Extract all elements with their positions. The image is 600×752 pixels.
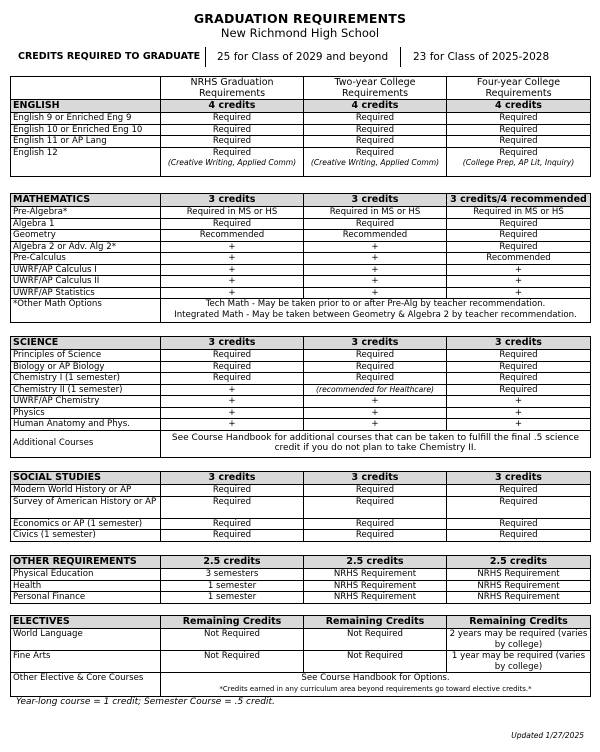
requirement-cell: Required [304,373,447,385]
requirement-cell: Required [447,518,591,530]
requirement-cell: (recommended for Healthcare) [304,384,447,396]
divider [205,47,206,67]
science-table [10,336,591,458]
credits-cell: 4 credits [304,100,447,113]
requirement-cell: + [304,287,447,299]
requirement-cell: Required [161,113,304,125]
requirement-cell: Required [447,136,591,148]
course-name: Pre-Calculus [11,253,161,265]
divider [400,47,401,67]
requirement-cell: + [447,276,591,288]
requirement-cell: NRHS Requirement [304,580,447,592]
section-title: ENGLISH [11,100,161,113]
course-name: Modern World History or AP [11,485,161,497]
requirement-cell: Required [304,113,447,125]
blank-header-cell [11,77,161,100]
english-section-header [11,100,591,113]
requirement-cell: Required [447,485,591,497]
requirement-cell: Required [304,485,447,497]
requirement-cell: + [304,253,447,265]
requirement-cell: + [447,419,591,431]
requirement-cell: + [161,241,304,253]
requirement-cell: NRHS Requirement [447,592,591,604]
course-name: Fine Arts [11,651,161,673]
requirement-cell: + [161,253,304,265]
requirement-cell: + [161,276,304,288]
requirement-cell: Required [161,530,304,542]
course-name: Additional Courses [11,430,161,457]
requirement-cell: + [161,419,304,431]
course-name: Biology or AP Biology [11,361,161,373]
course-name: Algebra 2 or Adv. Alg 2* [11,241,161,253]
course-name: English 11 or AP Lang [11,136,161,148]
table-row [11,276,591,288]
requirement-cell: Required [161,485,304,497]
table-row [11,253,591,265]
course-name: Pre-Algebra* [11,207,161,219]
table-row [11,651,591,673]
requirement-cell [447,147,591,176]
table-row [11,124,591,136]
requirement-cell: + [304,276,447,288]
table-row [11,569,591,581]
course-name: UWRF/AP Calculus II [11,276,161,288]
requirement-value: Required [499,147,538,158]
requirement-cell: Required [304,361,447,373]
requirement-cell: Required [161,496,304,518]
table-row [11,287,591,299]
course-name: Economics or AP (1 semester) [11,518,161,530]
course-name: World Language [11,629,161,651]
requirement-cell: NRHS Requirement [447,580,591,592]
english-table [10,76,591,177]
requirement-cell: + [447,396,591,408]
course-name: Human Anatomy and Phys. [11,419,161,431]
column-header-row [11,77,591,100]
requirement-cell: + [161,287,304,299]
credits-required-label: CREDITS REQUIRED TO GRADUATE [18,51,201,62]
section-title: ELECTIVES [11,616,161,629]
course-name: UWRF/AP Statistics [11,287,161,299]
electives-table [10,615,591,697]
other-electives-text [161,673,591,697]
course-name: Chemistry II (1 semester) [11,384,161,396]
course-options-note: (College Prep, AP Lit, Inquiry) [462,158,575,167]
table-row [11,147,591,176]
requirement-cell: Required [161,124,304,136]
credits-required-bar [10,45,590,69]
table-row [11,518,591,530]
requirement-cell: NRHS Requirement [304,569,447,581]
requirement-cell: Required in MS or HS [304,207,447,219]
section-title: SCIENCE [11,337,161,350]
requirement-cell [161,147,304,176]
social-studies-section-header [11,472,591,485]
section-title: OTHER REQUIREMENTS [11,556,161,569]
requirement-cell: Required [447,350,591,362]
integrated-math-note: Integrated Math - May be taken between Geometry & Algebra 2 by teacher recommendation. [174,309,577,320]
credits-cell: 2.5 credits [447,556,591,569]
social-studies-table [10,471,591,542]
requirement-cell: 1 semester [161,580,304,592]
requirement-cell: Recommended [161,230,304,242]
table-row [11,264,591,276]
credits-cell: 3 credits [161,472,304,485]
requirement-cell: Not Required [161,651,304,673]
requirement-cell: Required [447,373,591,385]
requirement-cell: Required [447,124,591,136]
requirement-cell: Required [447,113,591,125]
course-name: Geometry [11,230,161,242]
requirement-cell: + [161,407,304,419]
requirement-cell: + [161,396,304,408]
requirement-cell: + [161,384,304,396]
course-name: English 12 [11,147,161,176]
requirement-cell: + [161,264,304,276]
credits-class-2025: 23 for Class of 2025-2028 [413,51,550,63]
credits-cell: 3 credits [161,194,304,207]
course-name: Other Elective & Core Courses [11,673,161,697]
requirement-cell: Required in MS or HS [161,207,304,219]
course-name: English 9 or Enriched Eng 9 [11,113,161,125]
other-requirements-section-header [11,556,591,569]
page-title: GRADUATION REQUIREMENTS [193,11,407,26]
requirement-cell: Not Required [161,629,304,651]
course-handbook-note: See Course Handbook for Options. [301,673,450,683]
table-row [11,592,591,604]
requirement-cell: + [304,264,447,276]
credits-cell: 3 credits [304,194,447,207]
requirement-cell: 1 year may be required (varies by college) [447,651,591,673]
requirement-cell: Required [161,350,304,362]
requirement-cell: Required [304,136,447,148]
course-options-note: (Creative Writing, Applied Comm) [167,158,297,167]
tech-math-note: Tech Math - May be taken prior to or after Pre-Alg by teacher recommendation. [205,299,546,309]
course-name: UWRF/AP Chemistry [11,396,161,408]
requirement-cell: Required [447,361,591,373]
requirement-cell: Required [447,496,591,518]
course-name: Physics [11,407,161,419]
table-row [11,485,591,497]
requirement-cell: Required [161,218,304,230]
col-header-two-year: Two-year College Requirements [304,77,447,100]
requirement-cell: NRHS Requirement [304,592,447,604]
requirement-cell: 1 semester [161,592,304,604]
requirement-cell: Recommended [304,230,447,242]
updated-date: Updated 1/27/2025 [511,731,584,740]
requirement-cell: Required [161,136,304,148]
math-section-header [11,194,591,207]
course-name: Health [11,580,161,592]
credits-cell: 3 credits/4 recommended [447,194,591,207]
credits-cell: 3 credits [447,472,591,485]
requirement-cell: + [447,407,591,419]
table-row [11,241,591,253]
credits-cell: 3 credits [447,337,591,350]
credits-cell: 4 credits [447,100,591,113]
section-title: SOCIAL STUDIES [11,472,161,485]
requirement-cell: Required [304,350,447,362]
col-header-four-year: Four-year College Requirements [447,77,591,100]
course-name: English 10 or Enriched Eng 10 [11,124,161,136]
credit-footnote: Year-long course = 1 credit; Semester Course = .5 credit. [16,697,275,707]
requirement-cell: + [304,396,447,408]
requirement-cell: Recommended [447,253,591,265]
credits-class-2029: 25 for Class of 2029 and beyond [217,51,389,63]
requirement-cell: Required in MS or HS [447,207,591,219]
requirement-cell: Required [304,530,447,542]
table-row [11,530,591,542]
course-name: Chemistry I (1 semester) [11,373,161,385]
credits-cell: 3 credits [304,337,447,350]
course-name: UWRF/AP Calculus I [11,264,161,276]
requirement-cell: Required [447,530,591,542]
course-name: Physical Education [11,569,161,581]
requirement-cell: Required [447,218,591,230]
requirement-cell: Required [161,361,304,373]
requirement-value: Required [355,147,395,158]
course-name: Algebra 1 [11,218,161,230]
math-table [10,193,591,323]
requirement-cell: + [447,264,591,276]
elective-credits-note: *Credits earned in any curriculum area beyond requirements go toward elective credits.* [219,684,532,693]
course-name: Principles of Science [11,350,161,362]
requirement-cell: + [304,407,447,419]
table-row [11,230,591,242]
course-name: Personal Finance [11,592,161,604]
school-name: New Richmond High School [220,26,380,40]
requirement-cell: Required [304,124,447,136]
table-row [11,373,591,385]
requirement-cell: + [304,419,447,431]
table-row [11,218,591,230]
table-row [11,136,591,148]
credits-cell: Remaining Credits [304,616,447,629]
section-title: MATHEMATICS [11,194,161,207]
additional-courses-text: See Course Handbook for additional courses that can be taken to fulfill the final .5 science credit if you do not plan to take Chemistry II. [161,430,591,457]
table-row [11,207,591,219]
credits-cell: 3 credits [161,337,304,350]
requirement-cell: Required [447,230,591,242]
table-row [11,496,591,518]
table-row [11,350,591,362]
course-name: *Other Math Options [11,299,161,323]
table-row [11,384,591,396]
requirement-cell: + [304,241,447,253]
credits-cell: 3 credits [304,472,447,485]
requirement-cell: Required [447,241,591,253]
col-header-nrhs: NRHS Graduation Requirements [161,77,304,100]
table-row [11,407,591,419]
other-math-options-text [161,299,591,323]
additional-courses-row [11,430,591,457]
requirement-cell: + [447,287,591,299]
requirement-cell: NRHS Requirement [447,569,591,581]
credits-cell: 4 credits [161,100,304,113]
credits-cell: Remaining Credits [161,616,304,629]
requirement-cell: Required [447,384,591,396]
table-row [11,361,591,373]
requirement-cell: Required [304,496,447,518]
requirement-cell [304,147,447,176]
course-name: Civics (1 semester) [11,530,161,542]
requirement-cell: Required [161,518,304,530]
requirement-cell: Not Required [304,629,447,651]
other-math-options-row [11,299,591,323]
credits-cell: 2.5 credits [304,556,447,569]
requirement-cell: Required [304,218,447,230]
requirement-cell: 2 years may be required (varies by college) [447,629,591,651]
science-section-header [11,337,591,350]
other-electives-row [11,673,591,697]
table-row [11,113,591,125]
course-name: Survey of American History or AP [11,496,161,518]
table-row [11,580,591,592]
requirement-cell: Required [161,373,304,385]
other-requirements-table [10,555,591,604]
course-options-note: (Creative Writing, Applied Comm) [310,158,440,167]
requirement-cell: 3 semesters [161,569,304,581]
credits-cell: 2.5 credits [161,556,304,569]
table-row [11,396,591,408]
requirement-cell: Not Required [304,651,447,673]
table-row [11,629,591,651]
table-row [11,419,591,431]
requirement-cell: Required [304,518,447,530]
credits-cell: Remaining Credits [447,616,591,629]
electives-section-header [11,616,591,629]
requirement-value: Required [212,147,252,158]
